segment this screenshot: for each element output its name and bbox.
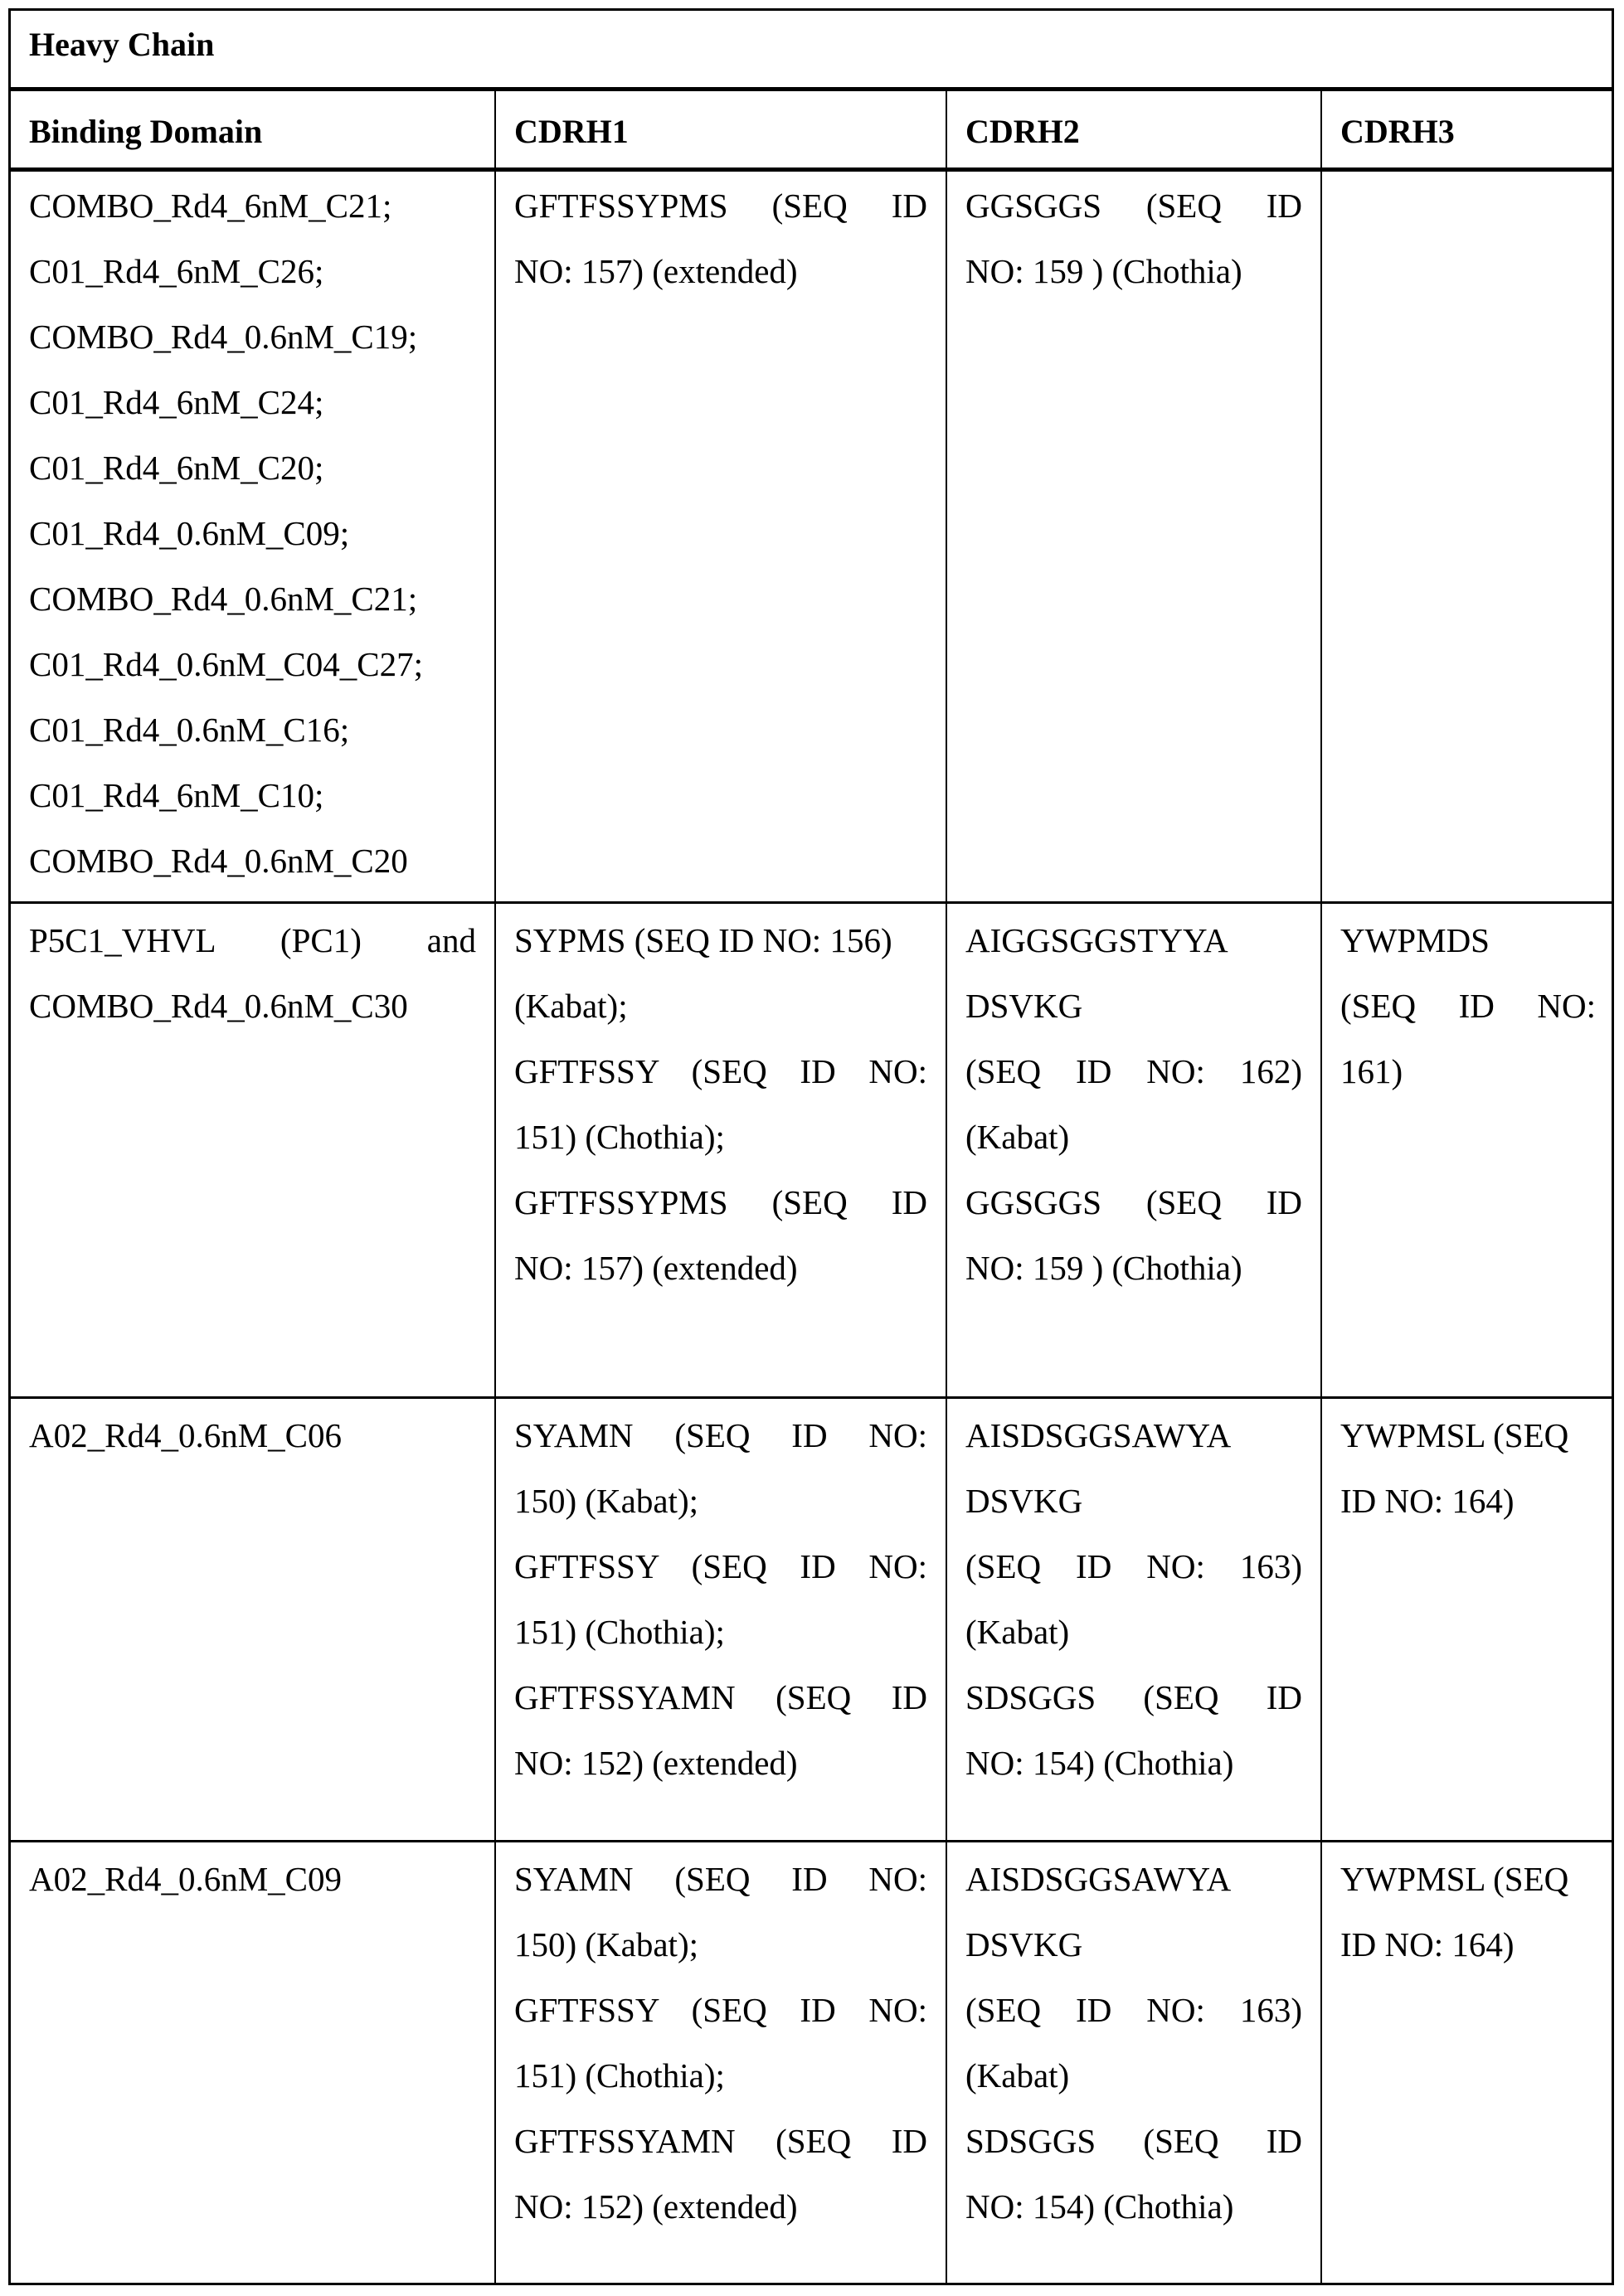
binding-domain-line: C01_Rd4_6nM_C26; [29, 252, 324, 290]
cdrh2-line: SDSGGS (SEQ ID [965, 1678, 1302, 1716]
cdrh1-line: 151) (Chothia); [514, 1613, 725, 1651]
cdrh2-line: NO: 159 ) (Chothia) [965, 1249, 1242, 1287]
binding-domain-line: C01_Rd4_6nM_C20; [29, 449, 324, 487]
binding-domain-line: COMBO_Rd4_0.6nM_C21; [29, 580, 418, 618]
binding-domain-line: COMBO_Rd4_0.6nM_C19; [29, 318, 418, 356]
cdrh2-line: DSVKG [965, 987, 1083, 1025]
cdrh1-line: 150) (Kabat); [514, 1925, 698, 1963]
cdrh3-cell [1320, 172, 1614, 901]
cdrh3-line: 161) [1340, 1052, 1403, 1090]
header-cdrh1: CDRH1 [494, 91, 946, 167]
cdrh2-line: (SEQ ID NO: 162) [965, 1052, 1302, 1090]
header-cdrh2: CDRH2 [946, 91, 1320, 167]
cdrh2-line: (SEQ ID NO: 163) [965, 1547, 1302, 1585]
cdrh1-line: SYAMN (SEQ ID NO: [514, 1416, 927, 1454]
cdrh1-line: NO: 152) (extended) [514, 2187, 798, 2226]
cdrh2-cell [946, 1842, 1320, 2283]
cdrh1-cell [494, 1842, 946, 2283]
cdrh2-cell [946, 1399, 1320, 1840]
cdrh3-cell [1320, 904, 1614, 1396]
cdrh2-line: AIGGSGGSTYYA [965, 921, 1228, 959]
binding-domain-line: P5C1_VHVL (PC1) and [29, 921, 476, 959]
cdrh1-line: GFTFSSY (SEQ ID NO: [514, 1991, 927, 2029]
table-title-row [11, 11, 1612, 91]
table-header-row [11, 91, 1612, 172]
cdrh2-line: NO: 154) (Chothia) [965, 2187, 1234, 2226]
cdrh1-cell [494, 904, 946, 1396]
cdrh2-line: NO: 154) (Chothia) [965, 1744, 1234, 1782]
binding-domain-line: A02_Rd4_0.6nM_C09 [29, 1860, 343, 1898]
cdrh2-cell [946, 904, 1320, 1396]
cdrh2-line: AISDSGGSAWYA [965, 1860, 1232, 1898]
binding-domain-cell [11, 904, 494, 1396]
cdrh1-line: GFTFSSYAMN (SEQ ID [514, 2122, 927, 2160]
binding-domain-cell [11, 1399, 494, 1840]
cdrh2-line: (Kabat) [965, 2056, 1070, 2095]
cdrh1-line: 151) (Chothia); [514, 1118, 725, 1156]
header-cdrh3: CDRH3 [1320, 91, 1614, 167]
binding-domain-line: A02_Rd4_0.6nM_C06 [29, 1416, 343, 1454]
binding-domain-line: C01_Rd4_0.6nM_C04_C27; [29, 645, 423, 683]
cdrh3-cell [1320, 1842, 1614, 2283]
cdrh3-line: ID NO: 164) [1340, 1925, 1515, 1963]
cdrh1-cell [494, 172, 946, 901]
cdrh1-line: SYPMS (SEQ ID NO: 156) [514, 921, 892, 959]
cdrh2-line: GGSGGS (SEQ ID [965, 187, 1302, 225]
heavy-chain-table [8, 8, 1614, 2285]
cdrh2-line: GGSGGS (SEQ ID [965, 1183, 1302, 1221]
table-title: Heavy Chain [29, 26, 215, 63]
cdrh3-line: YWPMSL (SEQ [1340, 1860, 1569, 1898]
cdrh1-line: GFTFSSYPMS (SEQ ID [514, 1183, 927, 1221]
cdrh2-line: SDSGGS (SEQ ID [965, 2122, 1302, 2160]
cdrh1-line: 150) (Kabat); [514, 1482, 698, 1520]
binding-domain-line: COMBO_Rd4_0.6nM_C20 [29, 842, 408, 880]
binding-domain-line: C01_Rd4_0.6nM_C16; [29, 711, 350, 749]
cdrh1-line: SYAMN (SEQ ID NO: [514, 1860, 927, 1898]
cdrh2-line: AISDSGGSAWYA [965, 1416, 1232, 1454]
cdrh2-line: DSVKG [965, 1925, 1083, 1963]
cdrh3-line: (SEQ ID NO: [1340, 987, 1596, 1025]
cdrh3-cell [1320, 1399, 1614, 1840]
cdrh2-line: (SEQ ID NO: 163) [965, 1991, 1302, 2029]
table-row [11, 904, 1612, 1399]
cdrh1-line: NO: 157) (extended) [514, 1249, 798, 1287]
cdrh1-line: (Kabat); [514, 987, 628, 1025]
cdrh1-line: 151) (Chothia); [514, 2056, 725, 2095]
cdrh1-cell [494, 1399, 946, 1840]
cdrh2-cell [946, 172, 1320, 901]
table-row [11, 172, 1612, 904]
binding-domain-line: COMBO_Rd4_6nM_C21; [29, 187, 392, 225]
header-binding-domain: Binding Domain [29, 113, 263, 150]
binding-domain-line: C01_Rd4_6nM_C24; [29, 383, 324, 421]
cdrh1-line: GFTFSSY (SEQ ID NO: [514, 1052, 927, 1090]
table-row [11, 1842, 1612, 2283]
table-row [11, 1399, 1612, 1842]
cdrh2-line: (Kabat) [965, 1613, 1070, 1651]
cdrh1-line: GFTFSSYPMS (SEQ ID [514, 187, 927, 225]
binding-domain-line: C01_Rd4_6nM_C10; [29, 776, 324, 814]
cdrh1-line: NO: 152) (extended) [514, 1744, 798, 1782]
cdrh1-line: GFTFSSYAMN (SEQ ID [514, 1678, 927, 1716]
cdrh1-line: GFTFSSY (SEQ ID NO: [514, 1547, 927, 1585]
binding-domain-cell [11, 172, 494, 901]
cdrh3-line: YWPMSL (SEQ [1340, 1416, 1569, 1454]
binding-domain-line: C01_Rd4_0.6nM_C09; [29, 514, 350, 552]
cdrh2-line: (Kabat) [965, 1118, 1070, 1156]
cdrh1-line: NO: 157) (extended) [514, 252, 798, 290]
cdrh3-line: ID NO: 164) [1340, 1482, 1515, 1520]
cdrh3-line: YWPMDS [1340, 921, 1490, 959]
cdrh2-line: DSVKG [965, 1482, 1083, 1520]
binding-domain-cell [11, 1842, 494, 2283]
binding-domain-line: COMBO_Rd4_0.6nM_C30 [29, 987, 408, 1025]
cdrh2-line: NO: 159 ) (Chothia) [965, 252, 1242, 290]
